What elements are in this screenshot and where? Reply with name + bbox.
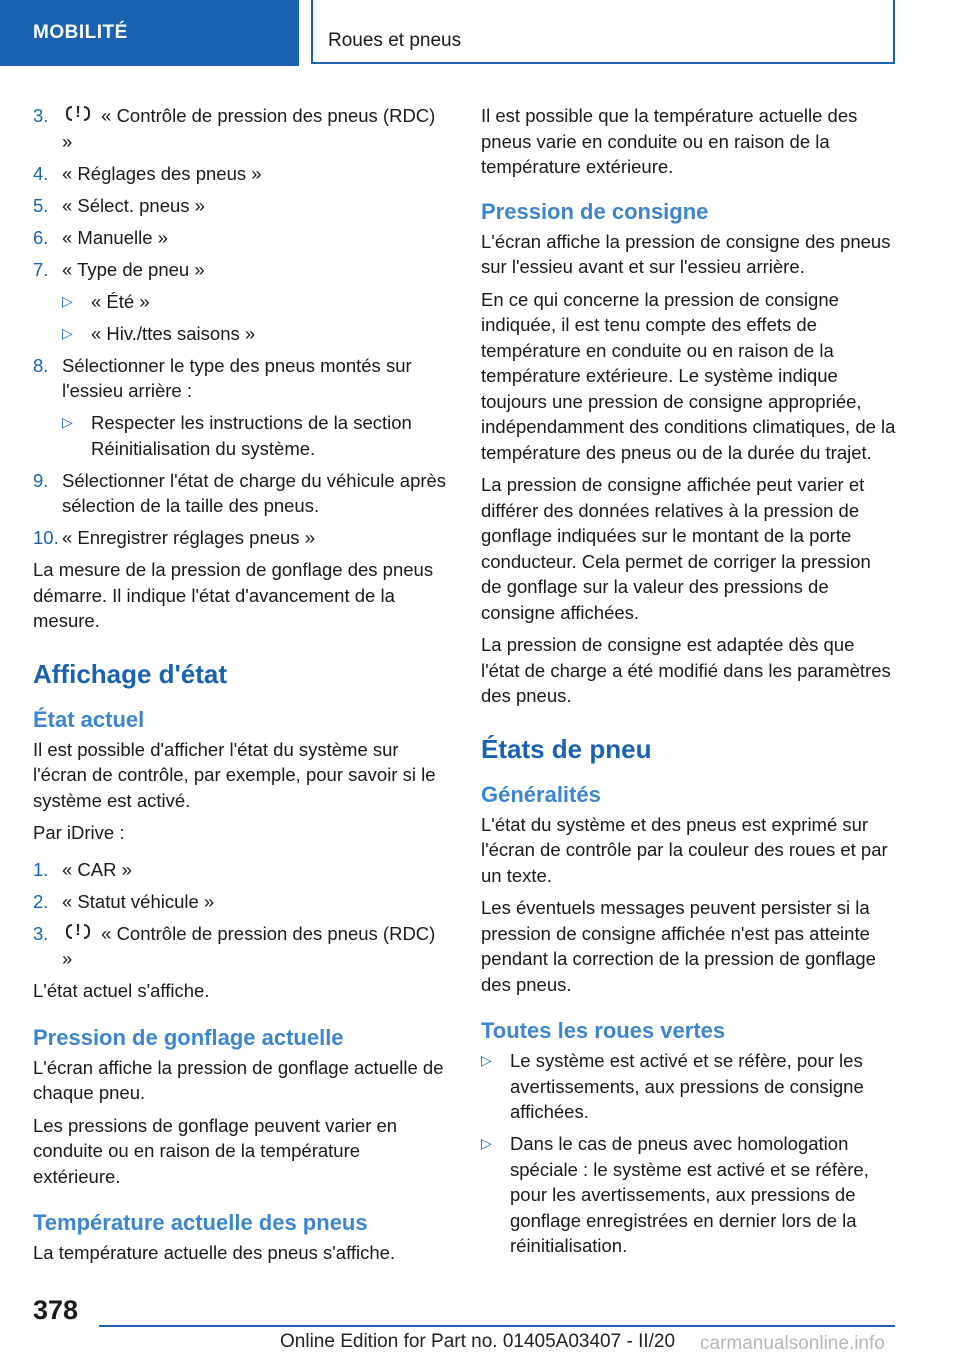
bullet-text: Dans le cas de pneus avec homologation spéciale : le système est activé et se réfère, pour les avertissements, aux pressions de gonflage enregistrées en dernier lors de la réinitialisation. [510,1133,869,1256]
edition-label: Online Edition for Part no. 01405A03407 - II/20 [280,1331,676,1352]
paragraph: Les pressions de gonflage peuvent varier en conduite ou en raison de la température extérieure. [33,1114,398,1187]
list-item [33,468,448,519]
section-label: MOBILITÉ [0,0,299,66]
step-number: 7. [33,258,49,280]
paragraph: La pression de consigne affichée peut varier et différer des données relatives à la pression de gonflage indiquées sur le montant de la porte conducteur. Cela permet de corriger la pression de gonflage sur la valeur des pressions de consigne affichées. [481,474,871,623]
step-text: Sélectionner le type des pneus montés sur l'essieu arrière : [62,354,412,401]
list-item [33,193,448,219]
paragraph: En ce qui concerne la pression de consigne indiquée, il est tenu compte des effets de température en conduite ou en raison de la température extérieure. Le système indique toujours une pression de consigne appropriée, indépendamment des conditions climatiques, de la température des pneus ou de la durée du trajet. [481,288,896,463]
step-text: « Enregistrer réglages pneus » [62,527,315,548]
step-number: 4. [33,162,49,184]
paragraph: La mesure de la pression de gonflage des pneus démarre. Il indique l'état d'avancement de la mesure. [33,559,434,631]
paragraph: La pression de consigne est adaptée dès que l'état de charge a été modifié dans les paramètres des pneus. [481,634,891,706]
step-number: 8. [33,354,49,376]
list-item [33,103,448,154]
step-text: « Statut véhicule » [62,890,215,912]
list-item [33,857,448,883]
step-number: 9. [33,469,49,491]
list-item [33,225,448,251]
page-footer [0,1290,960,1362]
subsection-heading: Généralités [481,781,601,807]
subsection-heading: Pression de consigne [481,198,709,224]
list-item [33,353,448,404]
triangle-bullet-icon: ▷ [481,1052,492,1068]
paragraph: L'état du système et des pneus est exprimé sur l'écran de contrôle par la couleur des roues et par un texte. [481,813,888,886]
paragraph: Il est possible que la température actuelle des pneus varie en conduite ou en raison de la température extérieure. [481,105,858,177]
step-number: 1. [33,858,49,880]
paragraph: Par iDrive : [33,822,125,843]
list-item [33,161,448,187]
subsection-heading: Pression de gonflage actuelle [33,1024,344,1050]
list-item [481,1048,896,1125]
paragraph: L'état actuel s'affiche. [33,980,210,1001]
subsection-heading: Température actuelle des pneus [33,1210,368,1235]
sub-list-item [33,410,448,461]
step-number: 3. [33,922,49,944]
step-text: « Manuelle » [62,226,168,248]
step-text: « Type de pneu » [62,258,205,280]
step-text: « Sélect. pneus » [62,194,205,216]
step-number: 5. [33,194,49,216]
left-column [33,103,448,1273]
triangle-bullet-icon: ▷ [62,292,73,309]
step-text: « Contrôle de pression des pneus (RDC) » [62,922,436,969]
step-number: 2. [33,890,49,912]
sub-list-item [33,289,448,315]
list-item [481,1131,896,1259]
paragraph: La température actuelle des pneus s'affiche. [33,1242,396,1263]
bullet-text: Le système est activé et se réfère, pour les avertissements, aux pressions de consigne affichées. [510,1050,864,1122]
step-text: « Contrôle de pression des pneus (RDC) » [62,105,436,152]
sub-list-item [33,321,448,347]
paragraph: L'écran affiche la pression de gonflage actuelle de chaque pneu. [33,1056,444,1103]
triangle-bullet-icon: ▷ [481,1135,492,1151]
list-item [33,257,448,283]
sub-item-text: « Été » [91,290,150,312]
triangle-bullet-icon: ▷ [62,414,73,430]
footer-divider [99,1325,895,1327]
section-heading: États de pneu [481,733,652,764]
page-header [0,0,960,66]
subsection-heading: État actuel [33,706,145,732]
step-number: 3. [33,105,49,126]
subsection-heading: Toutes les roues vertes [481,1018,726,1043]
sub-item-text: « Hiv./ttes saisons » [91,322,256,344]
list-item [33,889,448,915]
step-text: Sélectionner l'état de charge du véhicule après sélection de la taille des pneus. [62,469,447,516]
step-text: « CAR » [62,858,132,880]
chapter-title: Roues et pneus [311,0,895,64]
right-column [481,103,896,1265]
tire-pressure-warning-icon: ! [66,105,90,124]
paragraph: Il est possible d'afficher l'état du système sur l'écran de contrôle, par exemple, pour savoir si le système est activé. [33,738,436,811]
watermark: carmanualsonline.info [700,1333,885,1354]
section-heading: Affichage d'état [33,658,227,689]
triangle-bullet-icon: ▷ [62,324,73,341]
page-number: 378 [33,1295,79,1325]
list-item [33,921,448,972]
step-text: « Réglages des pneus » [62,162,262,184]
sub-item-text: Respecter les instructions de la section Réinitialisation du système. [91,412,412,459]
paragraph: Les éventuels messages peuvent persister si la pression de consigne affichée n'est pas atteinte pendant la correction de la pression de gonflage des pneus. [481,897,876,995]
paragraph: L'écran affiche la pression de consigne des pneus sur l'essieu avant et sur l'essieu arrière. [481,230,891,277]
step-number: 10. [33,527,59,548]
list-item [33,525,448,551]
step-number: 6. [33,226,49,248]
tire-pressure-warning-icon: ! [66,923,90,942]
